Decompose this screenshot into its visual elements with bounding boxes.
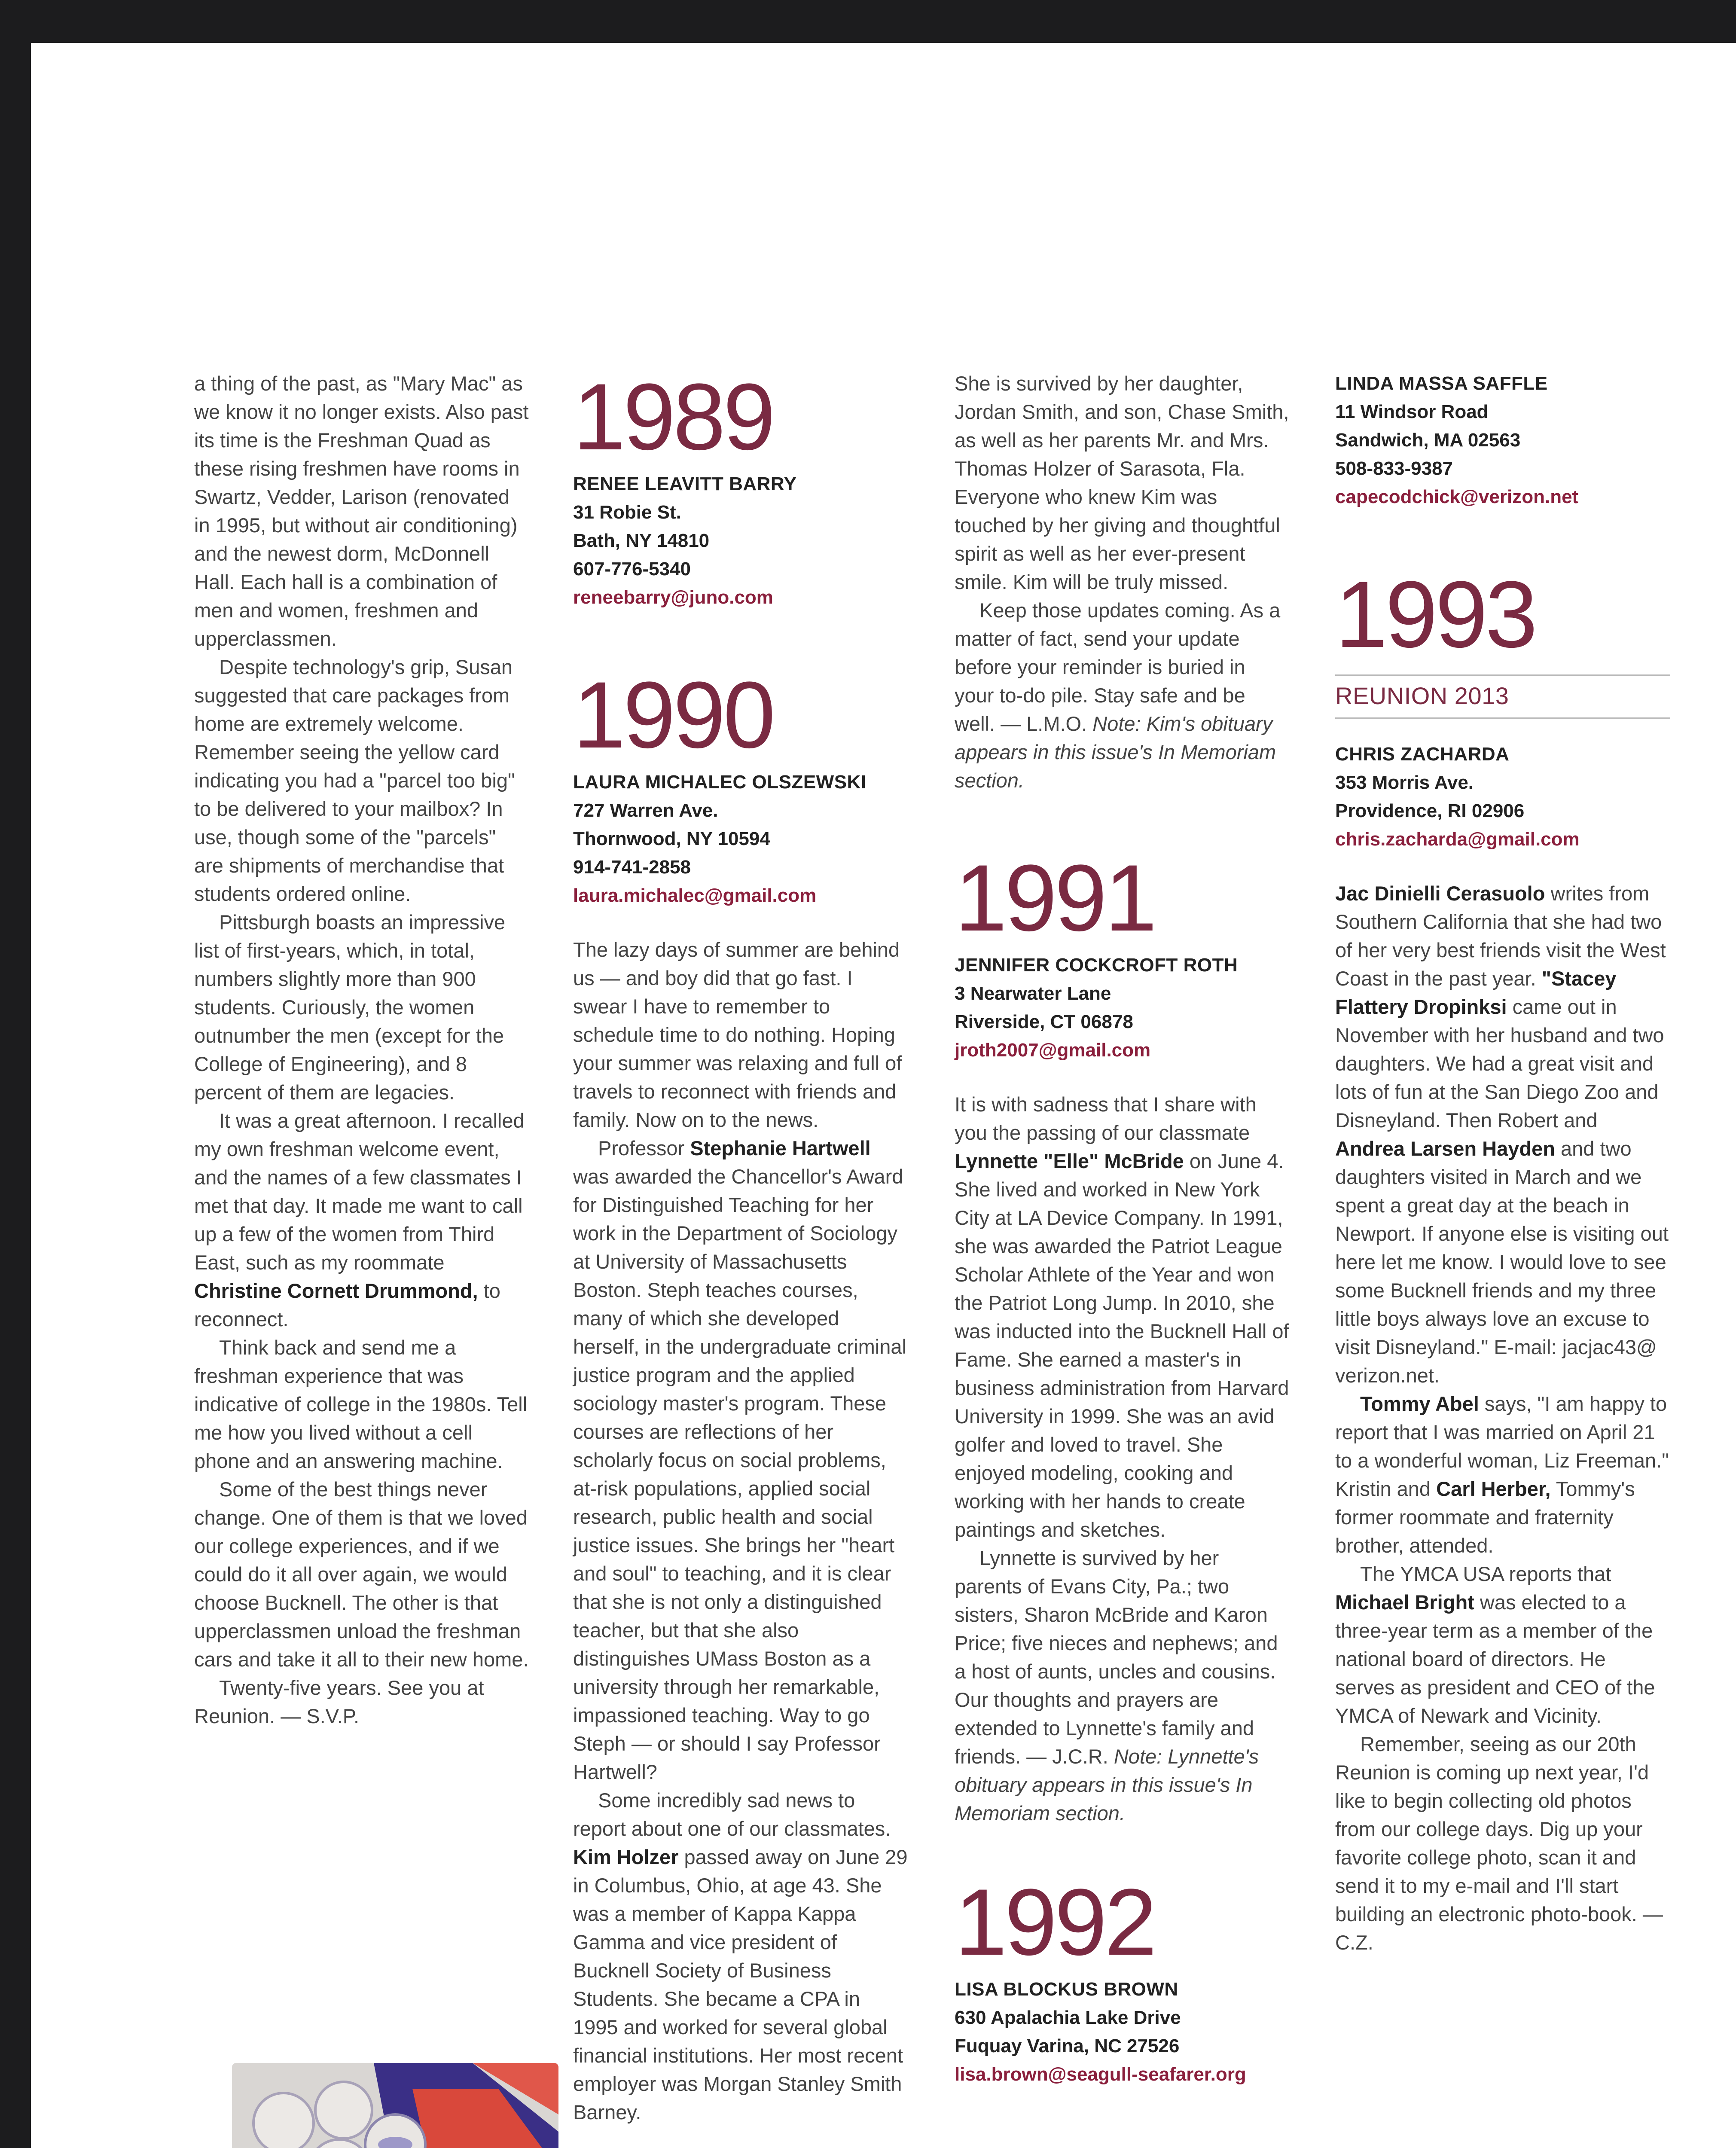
class-year-heading: 1992 <box>955 1869 1155 1975</box>
address-line: Thornwood, NY 10594 <box>573 828 770 849</box>
address-line: Fuquay Varina, NC 27526 <box>955 2035 1180 2056</box>
phone: 607-776-5340 <box>573 558 691 580</box>
address-line: 630 Apalachia Lake Drive <box>955 2007 1181 2028</box>
paragraph: She is survived by her daughter, Jordan Smith, and son, Chase Smith, as well as her parents Mr. and Mrs. Thomas Holzer of Sarasota, Fla. Everyone who knew Kim was touched by her giving and thoughtful spirit as well as her ever-present smile. Kim will be truly missed. <box>955 372 1289 593</box>
class-reporter-contact <box>573 768 908 910</box>
address-line: Bath, NY 14810 <box>573 530 710 551</box>
reporter-name: LINDA MASSA SAFFLE <box>1335 373 1548 394</box>
column-2 <box>573 364 908 2127</box>
paragraph: The YMCA USA reports that Michael Bright was elected to a three-year term as a member of the national board of directors. He serves as president and CEO of the YMCA of Newark and Vicinity. <box>1335 1562 1655 1727</box>
email-link[interactable]: jroth2007@gmail.com <box>955 1040 1151 1061</box>
reporter-name: LISA BLOCKUS BROWN <box>955 1979 1178 2000</box>
paragraph: Some incredibly sad news to report about one of our classmates. Kim Holzer passed away on June 29 in Columbus, Ohio, at age 43. She was a member of Kappa Kappa Gamma and vice president of Bucknell Society of Business Students. She became a CPA in 1995 and worked for several global financial institutions. Her most recent employer was Morgan Stanley Smith Barney. <box>573 1789 908 2124</box>
class-reporter-contact <box>955 951 1290 1065</box>
phone: 914-741-2858 <box>573 857 691 878</box>
campus-buttons-photo <box>232 2063 558 2148</box>
paragraph: It is with sadness that I share with you the passing of our classmate Lynnette "Elle" McBride on June 4. She lived and worked in New York City at LA Device Company. In 1991, she was awarded the Patriot League Scholar Athlete of the Year and won the Patriot Long Jump. In 2010, she was inducted into the Bucknell Hall of Fame. She earned a master's in business administration from Harvard University in 1999. She was an avid golfer and loved to travel. She enjoyed modeling, cooking and working with her hands to create paintings and sketches. <box>955 1093 1289 1541</box>
address-line: 727 Warren Ave. <box>573 800 718 821</box>
address-line: 11 Windsor Road <box>1335 401 1489 422</box>
class-year-heading: 1993 <box>1335 561 1535 667</box>
paragraph: Keep those updates coming. As a matter of fact, send your update before your reminder is buried in your to-do pile. Stay safe and be well. — L.M.O. Note: Kim's obituary appears in this issue's In Memoriam section. <box>955 599 1281 792</box>
column-1 <box>194 369 529 1730</box>
address-line: 3 Nearwater Lane <box>955 983 1111 1004</box>
email-link[interactable]: chris.zacharda@gmail.com <box>1335 829 1580 850</box>
reporter-name: CHRIS ZACHARDA <box>1335 744 1510 765</box>
magazine-page <box>31 43 1736 2148</box>
paragraph: Pittsburgh boasts an impressive list of first-years, which, in total, numbers slightly more than 900 students. Curiously, the women outnumber the men (except for the College of Engineering), and 8 percent of them are legacies. <box>194 911 506 1104</box>
class-reporter-contact <box>1335 369 1670 511</box>
class-year-heading: 1989 <box>573 364 773 470</box>
paragraph: Remember, seeing as our 20th Reunion is coming up next year, I'd like to begin collecting old photos from our college days. Dig up your favorite college photo, scan it and send it to my e-mail and I'll start building an electronic photo-book. — C.Z. <box>1335 1733 1663 1954</box>
reporter-name: LAURA MICHALEC OLSZEWSKI <box>573 772 866 793</box>
paragraph: Think back and send me a freshman experience that was indicative of college in the 1980s. Tell me how you lived without a cell phone and an answering machine. <box>194 1336 528 1472</box>
phone: 508-833-9387 <box>1335 458 1453 479</box>
paragraph: Professor Stephanie Hartwell was awarded the Chancellor's Award for Distinguished Teaching for her work in the Department of Sociology at University of Massachusetts Boston. Steph teaches courses, many of which she developed herself, in the undergraduate criminal justice program and the applied sociology master's program. These courses are reflections of her scholarly focus on social problems, at-risk populations, applied social research, public health and social justice issues. She brings her "heart and soul" to teaching, and it is clear that she is not only a distinguished teacher, but that she also distinguishes UMass Boston as a university through her remarkable, impassioned teaching. Way to go Steph — or should I say Professor Hartwell? <box>573 1137 906 1783</box>
paragraph: a thing of the past, as "Mary Mac" as we know it no longer exists. Also past its time is the Freshman Quad as these rising freshmen have rooms in Swartz, Vedder, Larison (renovated in 1995, but without air conditioning) and the newest dorm, McDonnell Hall. Each hall is a combination of men and women, freshmen and upperclassmen. <box>194 372 529 650</box>
email-link[interactable]: lisa.brown@seagull-seafarer.org <box>955 2064 1246 2085</box>
address-line: Riverside, CT 06878 <box>955 1011 1133 1032</box>
reunion-banner: REUNION 2013 <box>1335 674 1670 719</box>
column-3 <box>955 369 1290 2089</box>
email-link[interactable]: laura.michalec@gmail.com <box>573 885 817 906</box>
reporter-name: JENNIFER COCKCROFT ROTH <box>955 955 1238 976</box>
address-line: Sandwich, MA 02563 <box>1335 430 1521 451</box>
address-line: 31 Robie St. <box>573 502 681 523</box>
paragraph: Despite technology's grip, Susan suggested that care packages from home are extremely welcome. Remember seeing the yellow card indicating you had a "parcel too big" to be delivered to your mailbox? In use, though some of the "parcels" are shipments of merchandise that students ordered online. <box>194 656 515 905</box>
address-line: Providence, RI 02906 <box>1335 800 1525 821</box>
class-year-heading: 1991 <box>955 845 1155 951</box>
paragraph: Lynnette is survived by her parents of Evans City, Pa.; two sisters, Sharon McBride and Karon Price; five nieces and nephews; and a host of aunts, uncles and cousins. Our thoughts and prayers are extended to Lynnette's family and friends. — J.C.R. Note: Lynnette's obituary appears in this issue's In Memoriam section. <box>955 1547 1278 1825</box>
paragraph: Some of the best things never change. One of them is that we loved our college experiences, and if we could do it all over again, we would choose Bucknell. The other is that upperclassmen unload the freshman cars and take it all to their new home. <box>194 1478 529 1671</box>
photo-illustration <box>232 2063 558 2148</box>
paragraph: Jac Dinielli Cerasuolo writes from Southern California that she had two of her very best friends visit the West Coast in the past year. "Stacey Flattery Dropinksi came out in November with her husband and two daughters. We had a great visit and lots of fun at the San Diego Zoo and Disneyland. Then Robert and Andrea Larsen Hayden and two daughters visited in March and we spent a great day at the beach in Newport. If anyone else is visiting out here let me know. I would love to see some Bucknell friends and my three little boys always love an excuse to visit Disneyland." E-mail: jacjac43@ verizon.net. <box>1335 882 1669 1387</box>
email-link[interactable]: reneebarry@juno.com <box>573 587 773 608</box>
class-reporter-contact <box>1335 740 1670 854</box>
class-reporter-contact <box>955 1975 1290 2089</box>
reporter-name: RENEE LEAVITT BARRY <box>573 473 797 494</box>
address-line: 353 Morris Ave. <box>1335 772 1474 793</box>
paragraph: Tommy Abel says, "I am happy to report that I was married on April 21 to a wonderful woman, Liz Freeman." Kristin and Carl Herber, Tommy's former roommate and fraternity brother, attended. <box>1335 1392 1669 1557</box>
email-link[interactable]: capecodchick@verizon.net <box>1335 486 1579 507</box>
class-year-heading: 1990 <box>573 662 773 768</box>
paragraph: The lazy days of summer are behind us — and boy did that go fast. I swear I have to remember to schedule time to do nothing. Hoping your summer was relaxing and full of travels to reconnect with friends and family. Now on to the news. <box>573 938 902 1131</box>
paragraph: Twenty-five years. See you at Reunion. — S.V.P. <box>194 1676 484 1727</box>
paragraph: It was a great afternoon. I recalled my own freshman welcome event, and the names of a few classmates I met that day. It made me want to call up a few of the women from Third East, such as my roommate Christine Cornett Drummond, to reconnect. <box>194 1109 525 1330</box>
column-4 <box>1335 369 1670 1957</box>
class-reporter-contact <box>573 470 908 612</box>
